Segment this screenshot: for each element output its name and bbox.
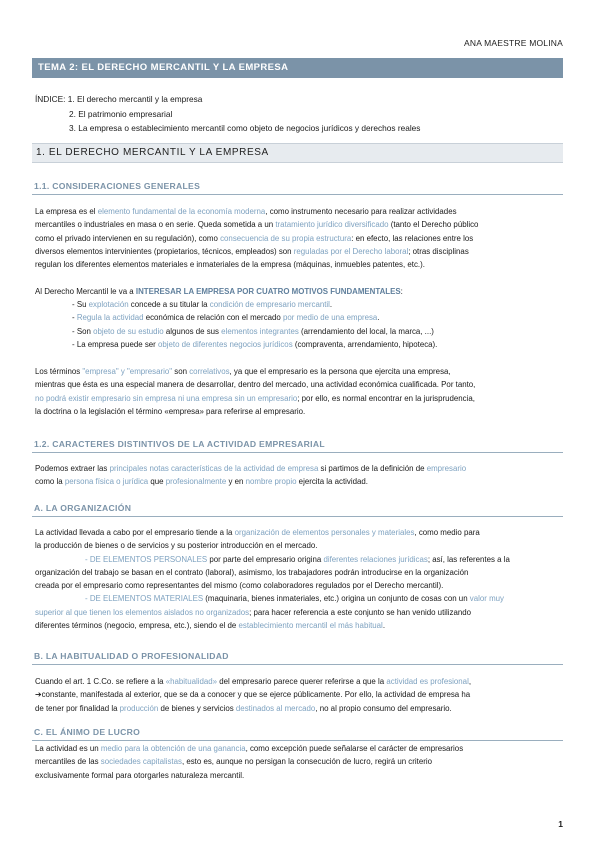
divider [32, 452, 563, 453]
subsection-title: 1.2. CARACTERES DISTINTIVOS DE LA ACTIVIDAD EMPRESARIAL [34, 439, 325, 449]
index-label: ÍNDICE: [35, 94, 66, 104]
paragraph-characteristics: Podemos extraer las principales notas características de la actividad de empresa si partimos de la definición de empresario como la persona física o jurídica que profesionalmente y en nombre propio ejercita la actividad. [35, 464, 467, 487]
author-name: ANA MAESTRE MOLINA [463, 38, 563, 48]
theme-title-bar [32, 58, 563, 78]
divider [32, 664, 563, 665]
subsection-title: A. LA ORGANIZACIÓN [34, 503, 132, 513]
paragraph-correlative: Los términos "empresa" y "empresario" son correlativos, ya que el empresario es la persona que ejercita una empresa, mientras que ésta es una especial manera de desarrollar, dentro del mercado, una actividad económica cualificada. Por tanto, no podrá existir empresario sin empresa ni una empresa sin un empresario; por ello, es normal encontrar en la jurisprudencia, la doctrina o la legislación el término «empresa» para referirse al empresario. [35, 367, 476, 416]
paragraph-habituality: Cuando el art. 1 C.Co. se refiere a la «habitualidad» del empresario parece querer referirse a que la actividad es profesional, ➔constante, manifestada al exterior, que se da a conocer y que se ejerce públicamente. Por ello, la actividad de empresa ha de tener por finalidad la producción de bienes y servicios destinados al mercado, no al propio consumo del empresario. [35, 677, 472, 713]
index-item: 3. La empresa o establecimiento mercantil como objeto de negocios jurídicos y derechos reales [69, 123, 421, 133]
motives-list [72, 298, 437, 351]
subsection-title: 1.1. CONSIDERACIONES GENERALES [34, 181, 201, 191]
subsection-title: B. LA HABITUALIDAD O PROFESIONALIDAD [34, 651, 229, 661]
index-item: 1. El derecho mercantil y la empresa [67, 94, 203, 104]
list-item: - Son objeto de su estudio algunos de sus elementos integrantes (arrendamiento del local, la marca, ...) [72, 326, 434, 336]
paragraph-organization: La actividad llevada a cabo por el empresario tiende a la organización de elementos personales y materiales, como medio para la producción de bienes o de servicios y su posterior introducción en el mercado. - DE ELEMENTOS PERSONALES por parte del empresario origina diferentes relaciones jurídicas; así, las referentes a la organización del trabajo se basan en el contrato (laboral), asimismo, los trabajadores podrán introducirse en la organización creada por el empresario como representantes del mismo (como colaboradores regulados por el Derecho mercantil). - DE ELEMENTOS MATERIALES (maquinaria, bienes inmateriales, etc.) origina un conjunto de cosas con un valor muy superior al que tienen los elementos aislados no organizados; para hacer referencia a este conjunto se han venido utilizando diferentes términos (negocio, empresa, etc.), siendo el de establecimiento mercantil el más habitual. [35, 528, 510, 631]
divider [32, 516, 563, 517]
list-item: - La empresa puede ser objeto de diferentes negocios jurídicos (compraventa, arrendamiento, hipoteca). [72, 339, 438, 349]
section-title: 1. EL DERECHO MERCANTIL Y LA EMPRESA [36, 147, 269, 158]
divider [32, 740, 563, 741]
section-title-bar [32, 143, 563, 163]
divider [32, 194, 563, 195]
paragraph-intro: La empresa es el elemento fundamental de la economía moderna, como instrumento necesario para realizar actividades mercantiles o industriales en masa o en serie. Queda sometida a un tratamiento jurídico diversificado (tanto el Derecho público como el privado intervienen en su regulación), como consecuencia de su propia estructura: en efecto, las relaciones entre los diversos elementos intervinientes (propietarios, técnicos, empleados) son reguladas por el Derecho laboral; otras disciplinas regulan los diferentes elementos materiales e inmateriales de la empresa (máquinas, inmuebles patentes, etc.). [35, 207, 479, 270]
subsection-title: C. EL ÁNIMO DE LUCRO [34, 727, 141, 737]
index-item: 2. El patrimonio empresarial [69, 108, 173, 119]
theme-title: TEMA 2: EL DERECHO MERCANTIL Y LA EMPRESA [38, 62, 289, 73]
list-item: - Regula la actividad económica de relación con el mercado por medio de una empresa. [72, 313, 380, 323]
index-block [35, 92, 420, 136]
list-item: - Su explotación concede a su titular la condición de empresario mercantil. [72, 300, 333, 309]
paragraph-motives: Al Derecho Mercantil le va a INTERESAR LA EMPRESA POR CUATRO MOTIVOS FUNDAMENTALES: [35, 287, 403, 296]
page-number: 1 [558, 819, 563, 829]
paragraph-profit: La actividad es un medio para la obtención de una ganancia, como excepción puede señalarse el carácter de empresarios mercantiles de las sociedades capitalistas, esto es, aunque no persigan la consecución de lucro, regirá un criterio exclusivamente formal para otorgarles naturaleza mercantil. [35, 744, 464, 780]
